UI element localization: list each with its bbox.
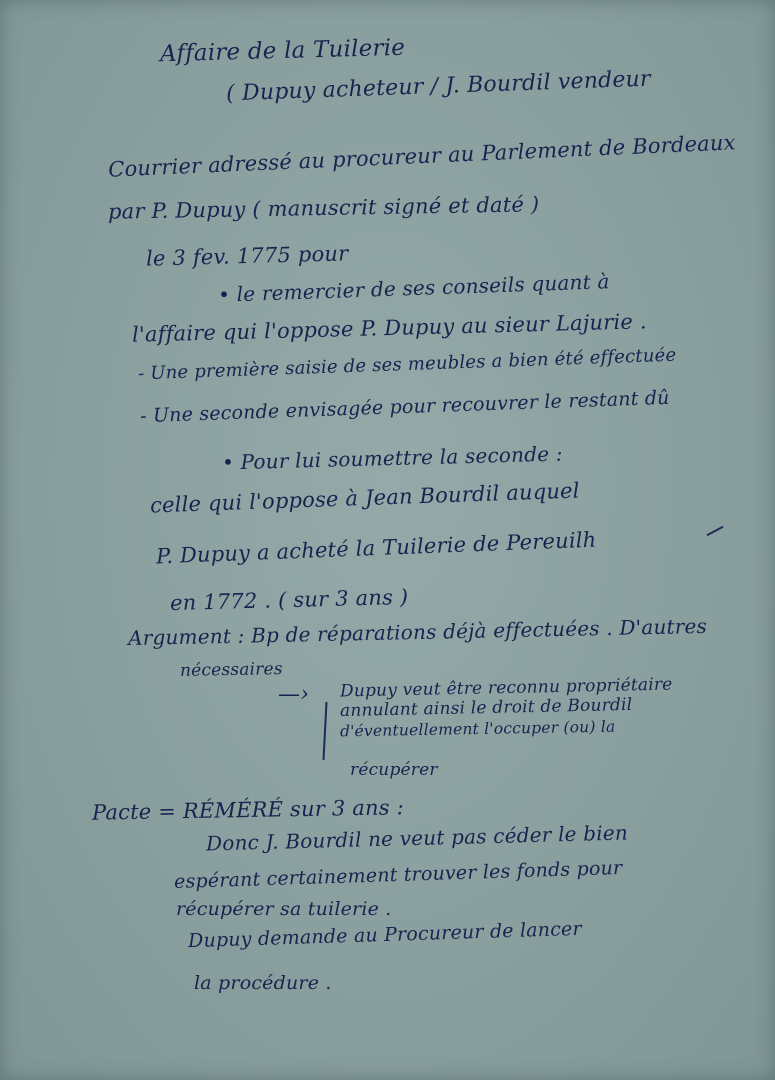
page-title: Affaire de la Tuilerie xyxy=(159,34,406,68)
text-line: P. Dupuy a acheté la Tuilerie de Pereuilh xyxy=(155,527,597,569)
text-line: celle qui l'oppose à Jean Bourdil auquel xyxy=(149,478,581,518)
page-subtitle: ( Dupuy acheteur / J. Bourdil vendeur xyxy=(225,66,652,107)
note-line: récupérer xyxy=(350,760,438,780)
text-line: par P. Dupuy ( manuscrit signé et daté ) xyxy=(107,192,540,224)
dash-item: - Une première saisie de ses meubles a bien été effectuée xyxy=(137,344,677,385)
bullet-line: • Pour lui soumettre la seconde : xyxy=(221,441,563,475)
text-line: Donc J. Bourdil ne veut pas céder le bien xyxy=(205,820,629,856)
text-line: récupérer sa tuilerie . xyxy=(176,898,392,920)
text-line: nécessaires xyxy=(179,659,283,681)
text-line: le 3 fev. 1775 pour xyxy=(145,241,349,271)
text-line: Dupuy demande au Procureur de lancer xyxy=(187,917,583,953)
text-line: l'affaire qui l'oppose P. Dupuy au sieur Lajurie . xyxy=(131,309,648,347)
pacte-line: Pacte = RÉMÉRÉ sur 3 ans : xyxy=(91,795,405,825)
text-line: Courrier adressé au procureur au Parlement de Bordeaux xyxy=(107,130,737,182)
text-line: la procédure . xyxy=(194,972,332,994)
note-line: annulant ainsi le droit de Bourdil xyxy=(339,694,633,722)
pen-stroke xyxy=(707,526,724,536)
bracket-bar xyxy=(322,702,327,760)
arrow-icon: —› xyxy=(278,682,310,707)
note-line: Dupuy veut être reconnu propriétaire xyxy=(339,674,673,702)
text-line: en 1772 . ( sur 3 ans ) xyxy=(169,584,409,616)
argument-line: Argument : Bp de réparations déjà effectuées . D'autres xyxy=(127,613,708,651)
dash-item: - Une seconde envisagée pour recouvrer le restant dû xyxy=(139,386,670,428)
bullet-line: • le remercier de ses conseils quant à xyxy=(217,269,610,307)
note-line: d'éventuellement l'occuper (ou) la xyxy=(339,717,616,741)
text-line: espérant certainement trouver les fonds pour xyxy=(173,856,623,894)
